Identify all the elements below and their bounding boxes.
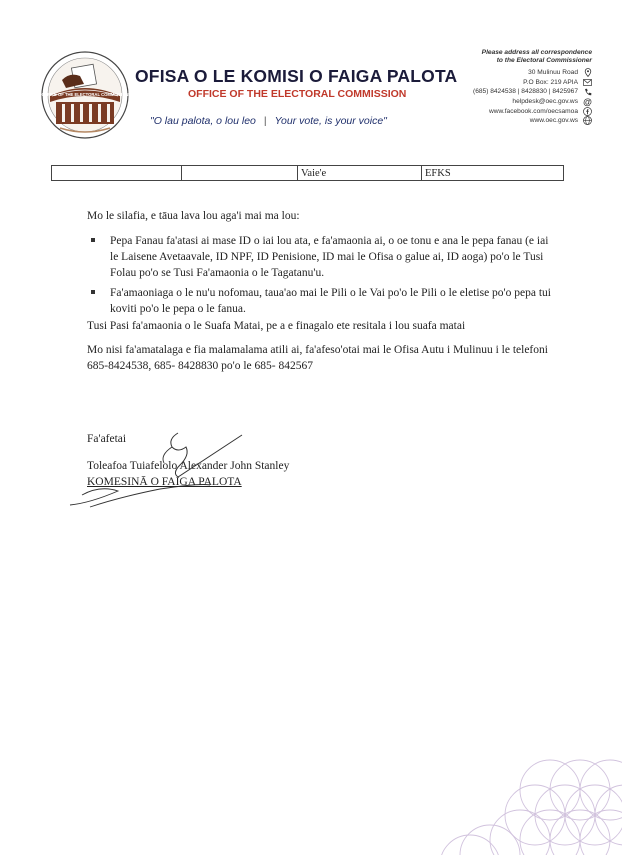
facebook-icon [583,107,592,116]
contact-website-text[interactable]: www.oec.gov.ws [529,117,578,125]
requirements-list [87,233,557,320]
contact-phone-text: (685) 8424538 | 8428830 | 8425967 [473,88,578,96]
office-title-english: OFFICE OF THE ELECTORAL COMMISSION [188,88,407,100]
motto-english: Your vote, is your voice" [274,115,387,127]
contact-website[interactable] [417,116,592,126]
correspondence-note-line2: to the Electoral Commissioner [496,57,592,64]
at-icon: @ [583,96,592,107]
list-item-text: Pepa Fanau fa'atasi ai mase ID o iai lou ata, e fa'amaonia ai, o oe tonu e ana le pepa fanau (e iai le Laisene Avetaavale, ID NPF, ID Penisione, ID mai le Ofisa o galue ai, ID aoga) po'o le Tusi Folau po'o se Tusi Fa'amaonia o le Tagatanu'u. [110,235,549,280]
bullet-icon [91,238,95,242]
mail-icon [583,78,592,87]
contact-address-text: 30 Mulinuu Road [528,69,578,77]
phone-icon [583,87,592,96]
logo-text: OFFICE OF THE ELECTORAL COMMISSION [41,92,129,97]
contact-phone [417,87,592,97]
correspondence-note-line1: Please address all correspondence [481,49,592,56]
table-cell-village: Vaie'e [298,166,422,180]
signer-name: Toleafoa Tuiafelolo Alexander John Stanley [87,460,290,472]
greeting-text: Mo le silafia, e tāua lava lou aga'i mai ma lou: [87,210,300,222]
thanks-text: Fa'afetai [87,433,127,445]
decorative-pattern [430,745,622,855]
electoral-commission-logo [40,50,130,140]
contact-email-text[interactable]: helpdesk@oec.gov.ws [512,98,578,106]
motto-separator: | [263,115,267,127]
contact-address [417,68,592,78]
location-icon [583,68,592,77]
bullet-icon [91,290,95,294]
contact-block [417,49,592,126]
signer-title: KOMESINĀ O FAIGA PALOTA [87,476,242,488]
table-cell-church: EFKS [425,168,451,179]
contact-pobox [417,78,592,88]
table-cell-1 [52,166,182,180]
info-table-row [51,165,564,181]
matai-paragraph: Tusi Pasi fa'amaonia o le Suafa Matai, pe a e finagalo ete resitala i lou suafa matai [87,320,466,332]
contact-facebook-text[interactable]: www.facebook.com/oecsamoa [488,107,578,115]
contact-paragraph: Mo nisi fa'amatalaga e fia malamalama atili ai, fa'afeso'otai mai le Ofisa Autu i Mulinuu i le telefoni 685-8424538, 685- 8428830 po'o le 685- 842567 [87,344,548,373]
contact-facebook[interactable] [417,106,592,116]
office-title-samoan: OFISA O LE KOMISI O FAIGA PALOTA [135,66,458,86]
list-item-text: Fa'amaoniaga o le nu'u nofomau, taua'ao mai le Pili o le Vai po'o le Pili o le eletise po'o pepa tui koviti po'o le pepa o le fanua. [110,286,551,315]
contact-email[interactable] [417,97,592,107]
motto [150,115,387,127]
contact-pobox-text: P.O Box: 219 APIA [523,78,578,86]
globe-icon [583,116,592,125]
list-item [87,233,557,282]
list-item [87,285,557,317]
table-cell-2 [182,166,298,180]
motto-samoan: "O lau palota, o lou leo [150,115,256,127]
